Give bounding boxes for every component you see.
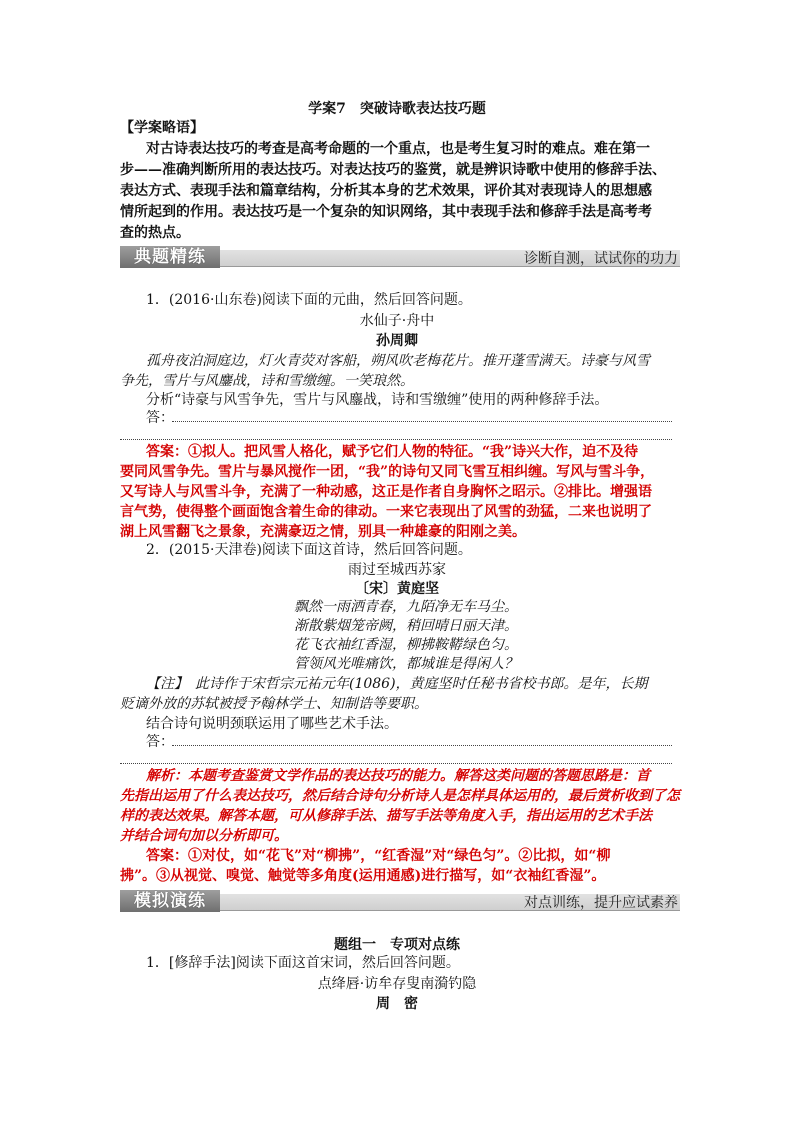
answer-line: 言气势，使得整个画面饱含着生命的律动。一来它表现出了风雪的劲猛，二来也说明了 bbox=[120, 504, 652, 520]
poem-title: 雨过至城西苏家 bbox=[348, 562, 446, 578]
answer-line: 要同风雪争先。雪片与暴风搅作一团，“我”的诗句又同飞雪互相纠缠。写风与雪斗争， bbox=[120, 464, 655, 480]
poem-author: 〔宋〕黄庭坚 bbox=[355, 581, 439, 597]
poem-title: 水仙子·舟中 bbox=[359, 313, 435, 329]
banner-tag: 典题精练 bbox=[120, 246, 220, 268]
poem-title: 点绛唇·访牟存叟南漪钓隐 bbox=[317, 976, 477, 992]
section-banner-dianti bbox=[120, 246, 680, 268]
poem-line: 渐散紫烟笼帝阙，稍回晴日丽天津。 bbox=[294, 618, 518, 634]
answer-line: 湖上风雪翻飞之景象，充满豪迈之情，别具一种雄豪的阳刚之美。 bbox=[120, 524, 526, 540]
banner-tag: 模拟演练 bbox=[120, 890, 220, 912]
answer-dotted-line bbox=[120, 439, 672, 440]
answer-line: 答案：①对仗，如“花飞”对“柳拂”，“红香湿”对“绿色匀”。②比拟，如“柳 bbox=[146, 848, 611, 864]
poem-line: 争先，雪片与风鏖战，诗和雪缴缠。一笑琅然。 bbox=[120, 373, 414, 389]
answer-line: 又写诗人与风雪斗争，充满了一种动感，这正是作者自身胸怀之昭示。②排比。增强语 bbox=[120, 484, 652, 500]
poem-line: 孤舟夜泊洞庭边，灯火青荧对客船，朔风吹老梅花片。推开蓬雪满天。诗豪与风雪 bbox=[146, 353, 650, 369]
answer-label: 答： bbox=[146, 734, 174, 750]
answer-dotted-line bbox=[120, 763, 672, 764]
banner-subtitle: 对点训练，提升应试素养 bbox=[524, 895, 678, 911]
intro-line: 步——准确判断所用的表达技巧。对表达技巧的鉴赏，就是辨识诗歌中使用的修辞手法、 bbox=[120, 162, 666, 178]
intro-line: 查的热点。 bbox=[120, 225, 190, 241]
answer-line: 答案：①拟人。把风雪人格化，赋予它们人物的特征。“我”诗兴大作，迫不及待 bbox=[146, 444, 639, 460]
note-line: 【注】 此诗作于宋哲宗元祐元年(1086)，黄庭坚时任秘书省校书郎。是年，长期 bbox=[146, 676, 648, 692]
analysis-line: 并结合词句加以分析即可。 bbox=[120, 828, 288, 844]
intro-line: 情所起到的作用。表达技巧是一个复杂的知识网络，其中表现手法和修辞手法是高考考 bbox=[120, 204, 652, 220]
poem-author: 周 密 bbox=[376, 996, 418, 1012]
note-line: 贬谪外放的苏轼被授予翰林学士、知制诰等要职。 bbox=[120, 696, 428, 712]
poem-line: 花飞衣袖红香湿，柳拂鞍鞯绿色匀。 bbox=[294, 637, 518, 653]
section-banner-moni bbox=[120, 890, 680, 912]
question-text: 结合诗句说明颈联运用了哪些艺术手法。 bbox=[146, 716, 398, 732]
answer-line: 拂”。③从视觉、嗅觉、触觉等多角度(运用通感)进行描写，如“衣袖红香湿”。 bbox=[120, 868, 606, 884]
page-title: 学案7 突破诗歌表达技巧题 bbox=[308, 101, 486, 117]
intro-heading: 【学案略语】 bbox=[120, 120, 204, 136]
answer-dotted-line bbox=[172, 745, 672, 746]
analysis-line: 解析：本题考查鉴赏文学作品的表达技巧的能力。解答这类问题的答题思路是：首 bbox=[146, 768, 650, 784]
poem-line: 飘然一雨洒青春，九陌净无车马尘。 bbox=[294, 599, 518, 615]
intro-line: 对古诗表达技巧的考查是高考命题的一个重点，也是考生复习时的难点。难在第一 bbox=[146, 141, 650, 157]
poem-line: 管领风光唯痛饮，都城谁是得闲人？ bbox=[294, 656, 518, 672]
intro-line: 表达方式、表现手法和篇章结构，分析其本身的艺术效果，评价其对表现诗人的思想感 bbox=[120, 183, 652, 199]
banner-subtitle: 诊断自测，试试你的功力 bbox=[524, 251, 678, 267]
answer-label: 答： bbox=[146, 410, 174, 426]
question-stem: 1．[修辞手法]阅读下面这首宋词，然后回答问题。 bbox=[146, 955, 460, 971]
group-heading: 题组一 专项对点练 bbox=[334, 937, 460, 953]
question-stem: 1．(2016·山东卷)阅读下面的元曲，然后回答问题。 bbox=[146, 292, 472, 308]
poem-author: 孙周卿 bbox=[376, 333, 418, 349]
analysis-line: 先指出运用了什么表达技巧，然后结合诗句分析诗人是怎样具体运用的，最后赏析收到了怎 bbox=[120, 788, 680, 804]
question-stem: 2．(2015·天津卷)阅读下面这首诗，然后回答问题。 bbox=[146, 542, 472, 558]
question-text: 分析“诗豪与风雪争先，雪片与风鏖战，诗和雪缴缠”使用的两种修辞手法。 bbox=[146, 392, 609, 408]
answer-dotted-line bbox=[172, 421, 672, 422]
analysis-line: 样的表达效果。解答本题，可从修辞手法、描写手法等角度入手，指出运用的艺术手法 bbox=[120, 808, 652, 824]
